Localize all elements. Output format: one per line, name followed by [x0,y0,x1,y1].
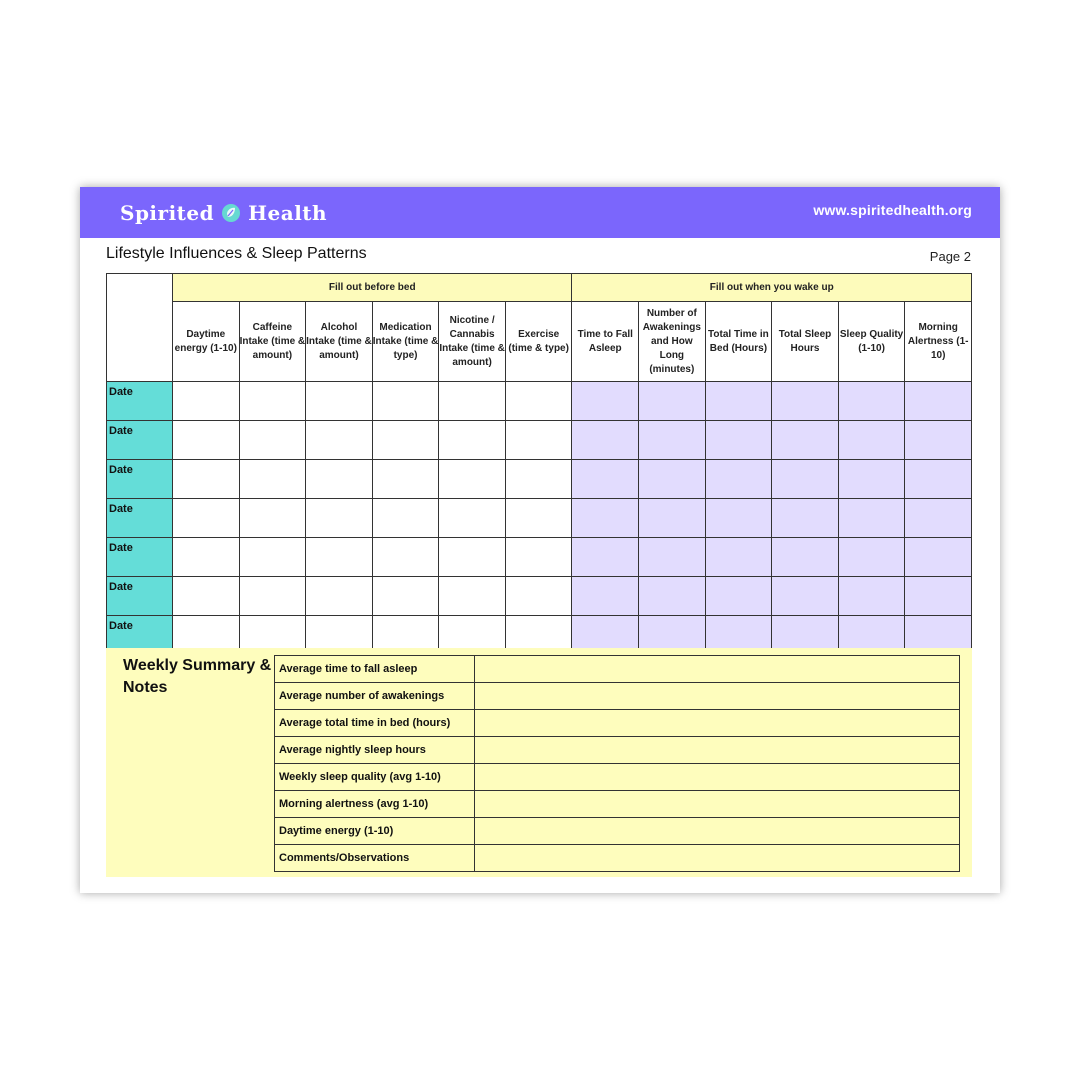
before-bed-entry-cell[interactable] [306,577,373,616]
brand-logo [120,200,327,226]
summary-row [275,791,960,818]
page-number: Page 2 [929,249,971,264]
table-row [107,499,972,538]
before-bed-entry-cell[interactable] [239,421,306,460]
summary-label: Average nightly sleep hours [275,737,475,764]
leaf-heart-icon [221,203,241,223]
wake-up-entry-cell[interactable] [772,382,839,421]
wake-up-entry-cell[interactable] [772,577,839,616]
wake-up-entry-cell[interactable] [772,421,839,460]
wake-up-entry-cell[interactable] [838,421,905,460]
before-bed-entry-cell[interactable] [372,499,439,538]
summary-row [275,710,960,737]
wake-up-entry-cell[interactable] [905,421,972,460]
date-cell[interactable]: Date [107,616,173,655]
summary-entry-cell[interactable] [475,656,960,683]
before-bed-entry-cell[interactable] [505,538,572,577]
wake-up-entry-cell[interactable] [639,499,706,538]
wake-up-entry-cell[interactable] [572,460,639,499]
summary-entry-cell[interactable] [475,791,960,818]
summary-entry-cell[interactable] [475,764,960,791]
weekly-summary-panel [106,648,972,877]
wake-up-entry-cell[interactable] [905,499,972,538]
column-header: Morning Alertness (1-10) [905,302,972,382]
table-row [107,538,972,577]
before-bed-entry-cell[interactable] [173,460,240,499]
summary-label: Average time to fall asleep [275,656,475,683]
wake-up-entry-cell[interactable] [572,382,639,421]
before-bed-entry-cell[interactable] [239,538,306,577]
summary-row [275,818,960,845]
wake-up-entry-cell[interactable] [639,538,706,577]
before-bed-entry-cell[interactable] [173,421,240,460]
group-before-bed: Fill out before bed [173,274,572,302]
wake-up-entry-cell[interactable] [838,538,905,577]
brand-name-left: Spirited [120,201,215,225]
before-bed-entry-cell[interactable] [439,499,506,538]
summary-row [275,764,960,791]
column-header: Medication Intake (time & type) [372,302,439,382]
wake-up-entry-cell[interactable] [705,460,772,499]
before-bed-entry-cell[interactable] [505,382,572,421]
before-bed-entry-cell[interactable] [505,577,572,616]
wake-up-entry-cell[interactable] [705,577,772,616]
before-bed-entry-cell[interactable] [505,499,572,538]
wake-up-entry-cell[interactable] [905,460,972,499]
date-cell[interactable]: Date [107,460,173,499]
column-header: Nicotine / Cannabis Intake (time & amount) [439,302,506,382]
summary-entry-cell[interactable] [475,737,960,764]
before-bed-entry-cell[interactable] [306,382,373,421]
wake-up-entry-cell[interactable] [572,538,639,577]
summary-entry-cell[interactable] [475,818,960,845]
wake-up-entry-cell[interactable] [772,460,839,499]
wake-up-entry-cell[interactable] [772,499,839,538]
before-bed-entry-cell[interactable] [239,460,306,499]
before-bed-entry-cell[interactable] [372,577,439,616]
column-header: Total Time in Bed (Hours) [705,302,772,382]
summary-table [274,655,960,872]
summary-label: Weekly sleep quality (avg 1-10) [275,764,475,791]
before-bed-entry-cell[interactable] [173,538,240,577]
summary-title: Weekly Summary & Notes [123,657,272,696]
before-bed-entry-cell[interactable] [306,538,373,577]
wake-up-entry-cell[interactable] [572,499,639,538]
column-header: Daytime energy (1-10) [173,302,240,382]
summary-entry-cell[interactable] [475,683,960,710]
before-bed-entry-cell[interactable] [505,460,572,499]
wake-up-entry-cell[interactable] [838,577,905,616]
wake-up-entry-cell[interactable] [639,382,706,421]
column-header: Sleep Quality (1-10) [838,302,905,382]
column-header: Exercise (time & type) [505,302,572,382]
before-bed-entry-cell[interactable] [439,577,506,616]
wake-up-entry-cell[interactable] [838,460,905,499]
summary-label: Daytime energy (1-10) [275,818,475,845]
date-cell[interactable]: Date [107,421,173,460]
before-bed-entry-cell[interactable] [239,577,306,616]
before-bed-entry-cell[interactable] [372,421,439,460]
wake-up-entry-cell[interactable] [572,577,639,616]
before-bed-entry-cell[interactable] [372,382,439,421]
before-bed-entry-cell[interactable] [505,421,572,460]
corner-cell [107,274,173,382]
table-row [107,421,972,460]
wake-up-entry-cell[interactable] [838,382,905,421]
wake-up-entry-cell[interactable] [639,577,706,616]
before-bed-entry-cell[interactable] [439,460,506,499]
date-cell[interactable]: Date [107,577,173,616]
worksheet-page [80,187,1000,893]
summary-entry-cell[interactable] [475,710,960,737]
wake-up-entry-cell[interactable] [639,421,706,460]
before-bed-entry-cell[interactable] [439,382,506,421]
before-bed-entry-cell[interactable] [372,460,439,499]
column-header: Number of Awakenings and How Long (minutes) [639,302,706,382]
summary-entry-cell[interactable] [475,845,960,872]
date-cell[interactable]: Date [107,538,173,577]
wake-up-entry-cell[interactable] [838,499,905,538]
before-bed-entry-cell[interactable] [239,382,306,421]
brand-header [80,187,1000,238]
wake-up-entry-cell[interactable] [705,421,772,460]
before-bed-entry-cell[interactable] [173,577,240,616]
group-wake-up: Fill out when you wake up [572,274,972,302]
before-bed-entry-cell[interactable] [372,538,439,577]
website-link[interactable]: www.spiritedhealth.org [813,202,972,218]
wake-up-entry-cell[interactable] [905,577,972,616]
column-header: Alcohol Intake (time & amount) [306,302,373,382]
summary-label: Average number of awakenings [275,683,475,710]
summary-label: Average total time in bed (hours) [275,710,475,737]
wake-up-entry-cell[interactable] [705,538,772,577]
before-bed-entry-cell[interactable] [173,382,240,421]
table-row [107,460,972,499]
page-title: Lifestyle Influences & Sleep Patterns [106,245,367,262]
wake-up-entry-cell[interactable] [905,382,972,421]
before-bed-entry-cell[interactable] [439,538,506,577]
wake-up-entry-cell[interactable] [905,538,972,577]
column-header: Caffeine Intake (time & amount) [239,302,306,382]
summary-label: Comments/Observations [275,845,475,872]
before-bed-entry-cell[interactable] [306,421,373,460]
date-cell[interactable]: Date [107,499,173,538]
date-cell[interactable]: Date [107,382,173,421]
summary-row [275,737,960,764]
column-header: Total Sleep Hours [772,302,839,382]
wake-up-entry-cell[interactable] [705,499,772,538]
before-bed-entry-cell[interactable] [173,499,240,538]
summary-row [275,656,960,683]
column-header: Time to Fall Asleep [572,302,639,382]
brand-name-right: Health [248,201,328,225]
table-row [107,577,972,616]
table-row [107,382,972,421]
before-bed-entry-cell[interactable] [306,460,373,499]
wake-up-entry-cell[interactable] [639,460,706,499]
before-bed-entry-cell[interactable] [439,421,506,460]
sleep-log-table [106,273,972,655]
wake-up-entry-cell[interactable] [572,421,639,460]
summary-row [275,683,960,710]
summary-label: Morning alertness (avg 1-10) [275,791,475,818]
summary-row [275,845,960,872]
wake-up-entry-cell[interactable] [705,382,772,421]
before-bed-entry-cell[interactable] [239,499,306,538]
before-bed-entry-cell[interactable] [306,499,373,538]
wake-up-entry-cell[interactable] [772,538,839,577]
